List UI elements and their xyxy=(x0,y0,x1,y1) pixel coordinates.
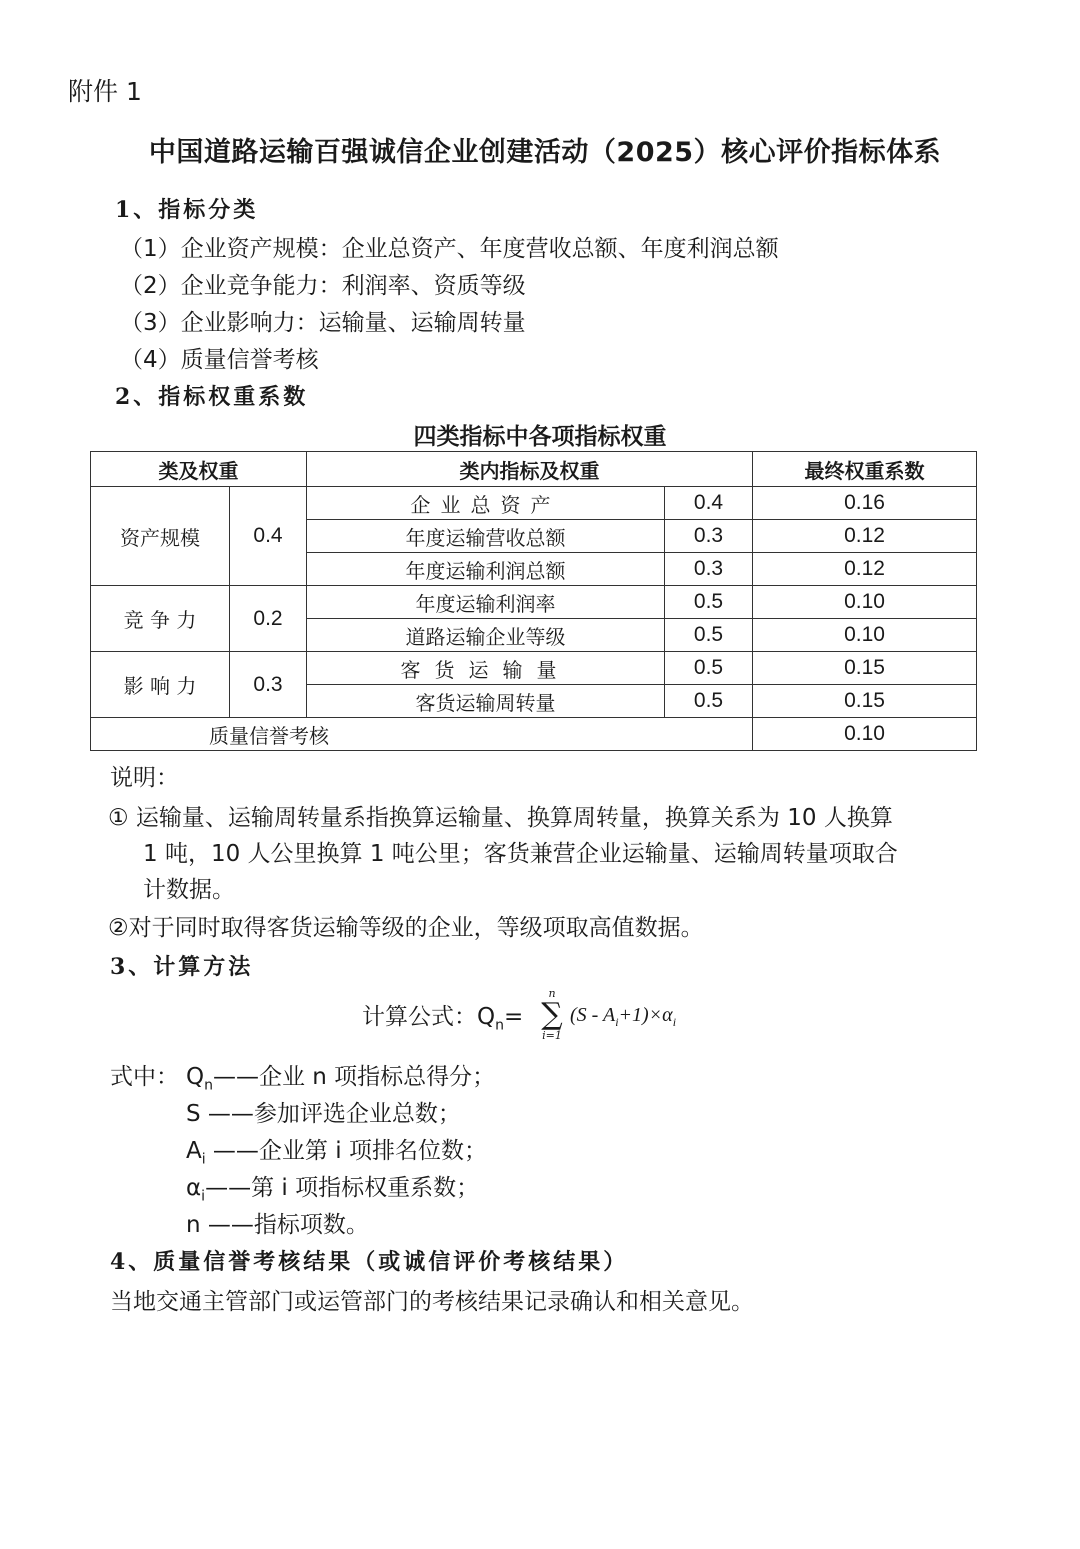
indicator-weight: 0.5 xyxy=(665,619,753,652)
final-weight: 0.10 xyxy=(753,619,977,652)
indicator-name: 客货运输量 xyxy=(307,652,665,685)
header-inner: 类内指标及权重 xyxy=(307,452,753,487)
section-2-heading: 2、指标权重系数 xyxy=(115,384,309,410)
sigma-icon: ∑ xyxy=(541,997,563,1032)
table-row xyxy=(91,487,977,520)
indicator-name: 客货运输周转量 xyxy=(307,685,665,718)
final-weight: 0.12 xyxy=(753,553,977,586)
def-desc: ——企业第 i 项排名位数； xyxy=(205,1138,487,1164)
table-row xyxy=(91,652,977,685)
header-category: 类及权重 xyxy=(91,452,307,487)
def-symbol: A xyxy=(186,1138,202,1164)
indicator-weight: 0.5 xyxy=(665,685,753,718)
category-item: （4）质量信誉考核 xyxy=(120,347,319,373)
attachment-label: 附件 1 xyxy=(68,77,142,106)
table-caption: 四类指标中各项指标权重 xyxy=(413,424,667,450)
def-row xyxy=(186,1206,369,1239)
group-weight: 0.2 xyxy=(230,586,307,652)
group-name: 影 响 力 xyxy=(91,652,230,718)
final-weight: 0.10 xyxy=(753,586,977,619)
formula-lhs-sub: n xyxy=(495,1017,504,1034)
notes-label: 说明： xyxy=(110,765,179,791)
def-desc: ——第 i 项指标权重系数； xyxy=(205,1175,480,1201)
indicator-weight: 0.5 xyxy=(665,586,753,619)
def-row xyxy=(186,1132,487,1168)
def-row xyxy=(186,1095,461,1128)
def-desc: ——参加评选企业总数； xyxy=(207,1101,461,1127)
indicator-name: 企业总资产 xyxy=(307,487,665,520)
sum-top: n xyxy=(548,987,556,1000)
formula-lhs: Q xyxy=(477,1004,496,1030)
final-weight: 0.10 xyxy=(753,718,977,751)
formula-body-rest: +1)×α xyxy=(618,1004,673,1026)
def-symbol: α xyxy=(186,1175,202,1201)
def-sub: n xyxy=(204,1077,213,1094)
category-item: （2）企业竞争能力：利润率、资质等级 xyxy=(120,273,526,299)
def-symbol: Q xyxy=(186,1064,205,1090)
header-final: 最终权重系数 xyxy=(753,452,977,487)
section-1-heading: 1、指标分类 xyxy=(115,197,259,223)
indicator-name: 年度运输营收总额 xyxy=(307,520,665,553)
section-4-text: 当地交通主管部门或运管部门的考核结果记录确认和相关意见。 xyxy=(110,1289,754,1315)
def-desc: ——企业 n 项指标总得分； xyxy=(212,1064,496,1090)
formula xyxy=(362,998,523,1034)
section-3-heading: 3、计算方法 xyxy=(110,954,254,980)
note-1-line: ① 运输量、运输周转量系指换算运输量、换算周转量，换算关系为 10 人换算 xyxy=(108,805,893,831)
final-weight: 0.12 xyxy=(753,520,977,553)
defs-prefix: 式中： xyxy=(110,1064,179,1090)
indicator-weight: 0.3 xyxy=(665,553,753,586)
formula-alpha-sub: i xyxy=(672,1015,677,1029)
indicator-name: 道路运输企业等级 xyxy=(307,619,665,652)
def-sub: i xyxy=(201,1188,206,1205)
group-weight: 0.3 xyxy=(230,652,307,718)
indicator-weight: 0.5 xyxy=(665,652,753,685)
category-item: （1）企业资产规模：企业总资产、年度营收总额、年度利润总额 xyxy=(120,236,779,262)
weight-table xyxy=(90,451,977,751)
final-weight: 0.15 xyxy=(753,652,977,685)
note-1-line: 计数据。 xyxy=(143,877,235,903)
sum-symbol xyxy=(538,988,566,1042)
formula-body-sub: i xyxy=(615,1015,619,1029)
formula-body xyxy=(570,1004,676,1030)
final-weight: 0.15 xyxy=(753,685,977,718)
group-name: 资产规模 xyxy=(91,487,230,586)
def-row xyxy=(186,1058,495,1094)
group-weight: 0.4 xyxy=(230,487,307,586)
def-desc: ——指标项数。 xyxy=(207,1212,369,1238)
group-name: 竞 争 力 xyxy=(91,586,230,652)
table-header-row xyxy=(91,452,977,487)
table-row xyxy=(91,586,977,619)
table-row xyxy=(91,718,977,751)
def-sub: i xyxy=(201,1151,206,1168)
indicator-name: 年度运输利润率 xyxy=(307,586,665,619)
note-1-line: 1 吨，10 人公里换算 1 吨公里；客货兼营企业运输量、运输周转量项取合 xyxy=(143,841,898,867)
section-4-heading: 4、质量信誉考核结果（或诚信评价考核结果） xyxy=(110,1249,629,1275)
indicator-name: 年度运输利润总额 xyxy=(307,553,665,586)
final-weight: 0.16 xyxy=(753,487,977,520)
indicator-weight: 0.4 xyxy=(665,487,753,520)
category-item: （3）企业影响力：运输量、运输周转量 xyxy=(120,310,526,336)
formula-label: 计算公式： xyxy=(362,1004,477,1030)
formula-body-text: (S - A xyxy=(570,1004,616,1026)
quality-label: 质量信誉考核 xyxy=(91,718,753,751)
def-row xyxy=(186,1169,479,1205)
sum-bottom: i=1 xyxy=(542,1029,562,1042)
document-title: 中国道路运输百强诚信企业创建活动（2025）核心评价指标体系 xyxy=(148,137,942,168)
note-2: ②对于同时取得客货运输等级的企业，等级项取高值数据。 xyxy=(108,915,704,941)
def-symbol: S xyxy=(186,1101,208,1127)
formula-eq: = xyxy=(503,1004,524,1030)
indicator-weight: 0.3 xyxy=(665,520,753,553)
def-symbol: n xyxy=(186,1212,208,1238)
